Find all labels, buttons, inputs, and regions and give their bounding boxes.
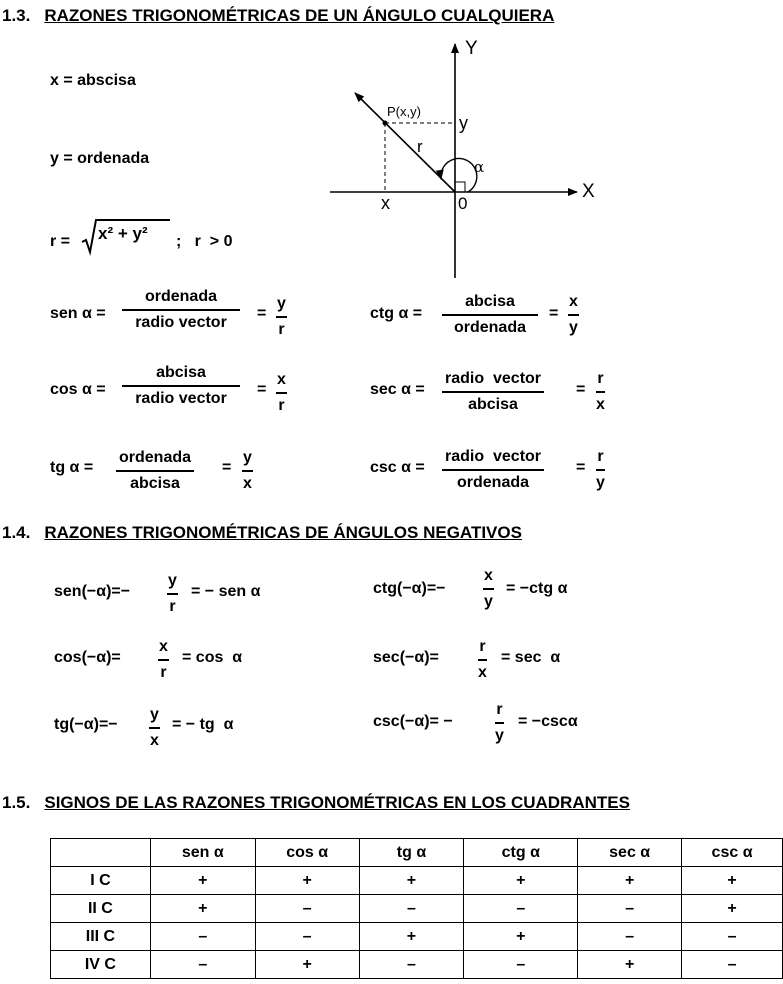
section-title: RAZONES TRIGONOMÉTRICAS DE ÁNGULOS NEGATIVOS <box>44 523 522 542</box>
ctg-num: abcisa <box>442 292 538 316</box>
ctg-d2: y <box>569 319 578 336</box>
sign-cell: + <box>578 951 682 979</box>
csc-lhs: csc α = <box>370 459 425 476</box>
header-cell: sec α <box>578 839 682 867</box>
signs-table <box>50 838 783 979</box>
sign-cell: + <box>255 867 359 895</box>
sign-cell: – <box>150 951 255 979</box>
row-label: II C <box>51 895 151 923</box>
sen-num: ordenada <box>122 287 240 311</box>
ctg-n2: x <box>568 292 579 316</box>
sign-cell: – <box>578 895 682 923</box>
sign-cell: + <box>150 895 255 923</box>
sen-n2: y <box>276 294 287 318</box>
neg-sen-rhs: = − sen α <box>191 583 261 600</box>
row-label: IV C <box>51 951 151 979</box>
r-condition: ; r > 0 <box>176 233 233 250</box>
neg-cos-fraction <box>158 637 169 683</box>
table-header-row <box>51 839 783 867</box>
def-x: x = abscisa <box>50 72 136 89</box>
neg-sec-d: x <box>478 664 487 681</box>
cos-num: abcisa <box>122 363 240 387</box>
sec-fraction <box>442 369 544 415</box>
tg-lhs: tg α = <box>50 459 94 476</box>
cos-n2: x <box>276 370 287 394</box>
neg-sen-d: r <box>169 598 176 615</box>
tg-fraction <box>116 448 194 494</box>
cos-d2: r <box>278 397 285 414</box>
table-row <box>51 951 783 979</box>
section-number: 1.4. <box>2 523 31 542</box>
label-origin: 0 <box>458 194 468 213</box>
label-x: x <box>381 193 390 213</box>
cos-den: radio vector <box>135 390 227 407</box>
sign-cell: + <box>150 867 255 895</box>
tg-xy-fraction <box>242 448 253 494</box>
neg-ctg-fraction <box>483 566 494 612</box>
cos-eq: = <box>257 381 267 398</box>
sec-d2: x <box>596 396 605 413</box>
ctg-fraction <box>442 292 538 338</box>
neg-sec-rhs: = sec α <box>501 649 561 666</box>
sign-cell: – <box>255 895 359 923</box>
csc-num: radio vector <box>442 447 544 471</box>
header-cell: csc α <box>682 839 783 867</box>
table-row <box>51 923 783 951</box>
section-number: 1.3. <box>2 6 31 25</box>
cos-xy-fraction <box>276 370 287 416</box>
sign-cell: – <box>578 923 682 951</box>
neg-tg-n: y <box>149 705 160 729</box>
sen-fraction <box>122 287 240 333</box>
tg-d2: x <box>243 475 252 492</box>
label-r: r <box>417 137 423 156</box>
sign-cell: + <box>464 923 578 951</box>
csc-eq: = <box>576 459 586 476</box>
r-lhs: r = <box>50 233 71 250</box>
neg-tg-d: x <box>150 732 159 749</box>
ctg-xy-fraction <box>568 292 579 338</box>
sen-eq: = <box>257 305 267 322</box>
neg-cos-d: r <box>160 664 167 681</box>
neg-cos-n: x <box>158 637 169 661</box>
right-angle-mark <box>455 182 465 192</box>
tg-n2: y <box>242 448 253 472</box>
tg-den: abcisa <box>130 475 180 492</box>
sign-cell: + <box>359 923 464 951</box>
neg-tg-fraction <box>149 705 160 751</box>
sign-cell: + <box>359 867 464 895</box>
section-1-3-heading <box>2 6 554 26</box>
sign-cell: – <box>255 923 359 951</box>
neg-csc-n: r <box>495 700 503 724</box>
neg-ctg-n: x <box>483 566 494 590</box>
label-y: y <box>459 113 468 133</box>
neg-sec-fraction <box>477 637 488 683</box>
sec-eq: = <box>576 381 586 398</box>
header-cell: cos α <box>255 839 359 867</box>
section-title: SIGNOS DE LAS RAZONES TRIGONOMÉTRICAS EN LOS CUADRANTES <box>44 793 630 812</box>
sen-den: radio vector <box>135 314 227 331</box>
neg-ctg-lhs: ctg(−α)=− <box>373 580 446 597</box>
row-label: III C <box>51 923 151 951</box>
neg-csc-rhs: = −cscα <box>518 713 578 730</box>
sec-lhs: sec α = <box>370 381 425 398</box>
neg-ctg-d: y <box>484 593 493 610</box>
tg-num: ordenada <box>116 448 194 472</box>
sec-xy-fraction <box>595 369 606 415</box>
neg-sen-lhs: sen(−α)=− <box>54 583 131 600</box>
sign-cell: + <box>464 867 578 895</box>
csc-xy-fraction <box>595 447 606 493</box>
sen-d2: r <box>278 321 285 338</box>
ctg-eq: = <box>549 305 559 322</box>
header-cell <box>51 839 151 867</box>
sign-cell: + <box>682 895 783 923</box>
label-alpha: α <box>474 158 485 176</box>
angle-arc <box>441 159 477 192</box>
neg-csc-fraction <box>494 700 505 746</box>
sec-den: abcisa <box>468 396 518 413</box>
sign-cell: – <box>150 923 255 951</box>
csc-n2: r <box>596 447 604 471</box>
table-row <box>51 867 783 895</box>
label-P: P(x,y) <box>387 104 421 119</box>
neg-csc-lhs: csc(−α)= − <box>373 713 453 730</box>
csc-fraction <box>442 447 544 493</box>
label-X: X <box>582 181 595 202</box>
neg-sec-lhs: sec(−α)= <box>373 649 439 666</box>
neg-cos-rhs: = cos α <box>182 649 243 666</box>
sign-cell: – <box>682 923 783 951</box>
cos-fraction <box>122 363 240 409</box>
sen-lhs: sen α = <box>50 305 106 322</box>
sen-xy-fraction <box>276 294 287 340</box>
sign-cell: – <box>464 951 578 979</box>
header-cell: ctg α <box>464 839 578 867</box>
sign-cell: – <box>464 895 578 923</box>
neg-tg-rhs: = − tg α <box>172 716 234 733</box>
section-1-4-heading <box>2 523 522 543</box>
sign-cell: – <box>359 895 464 923</box>
neg-ctg-rhs: = −ctg α <box>506 580 568 597</box>
tg-eq: = <box>222 459 232 476</box>
sign-cell: – <box>682 951 783 979</box>
neg-sen-n: y <box>167 571 178 595</box>
csc-den: ordenada <box>457 474 530 491</box>
header-cell: tg α <box>359 839 464 867</box>
cos-lhs: cos α = <box>50 381 106 398</box>
ctg-den: ordenada <box>453 319 526 336</box>
sign-cell: + <box>578 867 682 895</box>
r-radicand: x² + y² <box>98 224 148 243</box>
section-title: RAZONES TRIGONOMÉTRICAS DE UN ÁNGULO CUALQUIERA <box>44 6 555 25</box>
section-number: 1.5. <box>2 793 31 812</box>
sign-cell: + <box>682 867 783 895</box>
neg-csc-d: y <box>495 727 504 744</box>
sec-num: radio vector <box>442 369 544 393</box>
sign-cell: + <box>255 951 359 979</box>
section-1-5-heading <box>2 793 630 813</box>
csc-d2: y <box>596 474 605 491</box>
ctg-lhs: ctg α = <box>370 305 423 322</box>
header-cell: sen α <box>150 839 255 867</box>
neg-sen-fraction <box>167 571 178 617</box>
label-Y: Y <box>465 38 478 59</box>
sign-cell: – <box>359 951 464 979</box>
def-y: y = ordenada <box>50 150 150 167</box>
neg-sec-n: r <box>478 637 486 661</box>
table-row <box>51 895 783 923</box>
row-label: I C <box>51 867 151 895</box>
coordinate-diagram <box>325 38 605 283</box>
neg-tg-lhs: tg(−α)=− <box>54 716 118 733</box>
sec-n2: r <box>596 369 604 393</box>
neg-cos-lhs: cos(−α)= <box>54 649 121 666</box>
